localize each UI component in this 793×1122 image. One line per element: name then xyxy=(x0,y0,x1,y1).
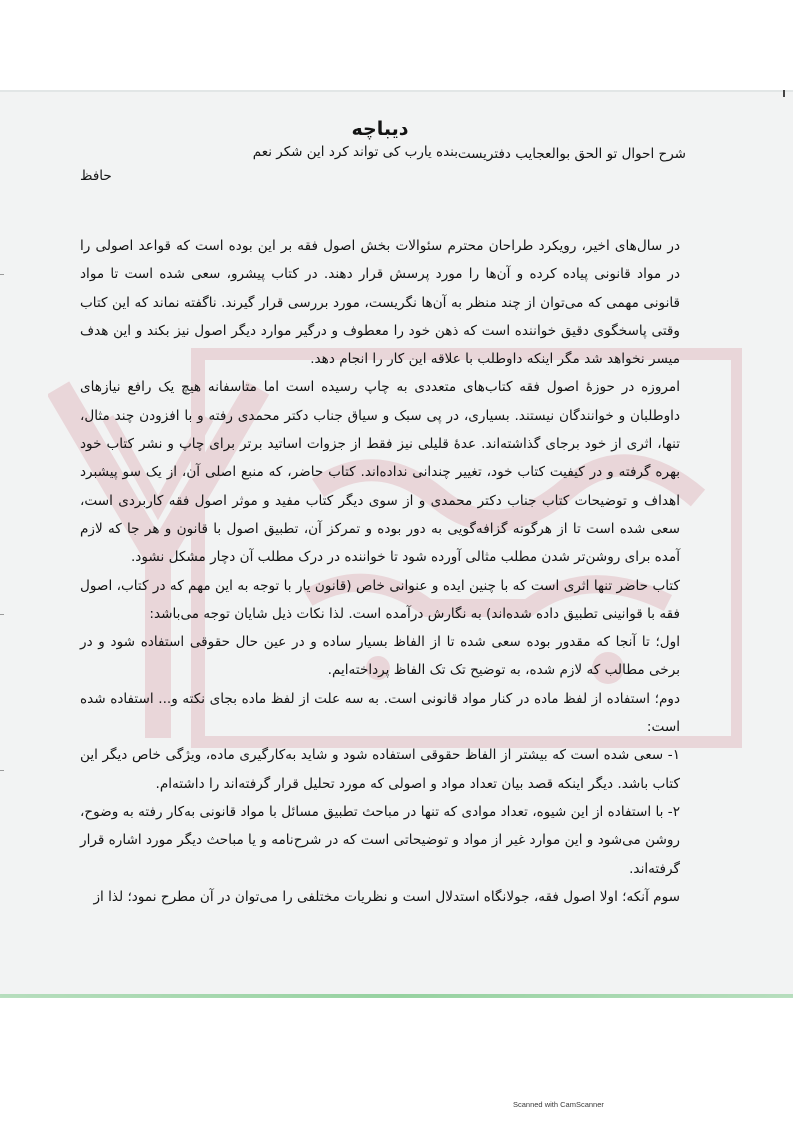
top-margin xyxy=(0,0,793,90)
paragraph: اول؛ تا آنجا که مقدور بوده سعی شده تا از الفاظ بسیار ساده و در عین حال حقوقی استفاده شود و در برخی مطالب که لازم شده، به توضیح تک تک الفاظ پرداخته‌ایم. xyxy=(80,634,680,679)
poem-author: حافظ xyxy=(80,168,112,184)
paragraph: سوم آنکه؛ اولا اصول فقه، جولانگاه استدلال است و نظریات مختلفی را می‌توان در آن مطرح نمود؛ لذا از xyxy=(93,888,680,905)
scan-edge-bottom xyxy=(0,994,793,998)
paragraph: کتاب حاضر تنها اثری است که با چنین ایده و عنوانی خاص (قانون یار با توجه به این مهم که در کتاب، اصول فقه با قوانینی تطبیق داده شده‌اند) به نگارش درآمده است. لذا نکات ذیل شایان توجه می‌باشد: xyxy=(80,577,680,622)
poem-verse-first: شرح احوال تو الحق بوالعجایب دفتریست xyxy=(457,146,686,162)
scanner-credit: Scanned with CamScanner xyxy=(513,1100,604,1109)
epigraph-poem xyxy=(80,144,686,190)
paragraph: امروزه در حوزهٔ اصول فقه کتاب‌های متعددی به چاپ رسیده است اما متاسفانه هیچ یک رافع نیازهای داوطلبان و خوانندگان نیستند. بسیاری، در پی سبک و سیاق جناب دکتر محمدی رفته و با افزودن چند مثال، تنها، اثری از خود برجای گذاشته‌اند. عدهٔ قلیلی نیز فقط از جزوات اساتید برتر برای چاپ و نشر کتاب خود بهره گرفته و در کیفیت کتاب خود، تغییر چندانی نداده‌اند. کتاب حاضر، که منبع اصلی آن، از یک سو پیشبرد اهداف و توضیحات کتاب جناب دکتر محمدی و از سوی دیگر کتاب مفید و موثر اصول فقه کاربردی است، سعی شده است تا از هرگونه گزافه‌گویی به دور بوده و تمرکز آن، تطبیق اصول با قانون و هر جا که لازم آمده برای روشن‌تر شدن مطلب مثالی آورده شود تا خواننده در درک مطلب آن دچار مشکل نشود. xyxy=(80,379,680,566)
preface-text xyxy=(80,232,680,911)
page-title: دیباچه xyxy=(351,118,409,140)
document-body xyxy=(80,114,686,911)
paragraph: در سال‌های اخیر، رویکرد طراحان محترم سئوالات بخش اصول فقه بر این بوده است که قواعد اصولی را در مواد قانونی پیاده کرده و آن‌ها را مورد پرسش قرار دهند. در کتاب پیشرو، سعی شده است تا مواد قانونی مهمی که می‌توان از چند منظر به آن‌ها نگریست، مورد بررسی قرار گیرند. ناگفته نماند که این کتاب وقتی پاسخگوی دقیق خواننده است که ذهن خود را معطوف و درگیر موارد دیگر اصول نیز بکند و این هدف میسر نخواهد شد مگر اینکه داوطلب با علاقه این کار را انجام دهد. xyxy=(80,238,680,368)
poem-verse-second: بنده یارب کی تواند کرد این شکر نعم xyxy=(252,144,458,160)
paragraph: ۲- با استفاده از این شیوه، تعداد موادی که تنها در مباحث تطبیق مسائل با مواد قانونی به‌کار رفته به وضوح، روشن می‌شود و این موارد غیر از مواد و توضیحاتی است که در شرح‌نامه و یا مباحث دیگر مورد اشاره قرار گرفته‌اند. xyxy=(80,803,680,877)
paragraph: ۱- سعی شده است که بیشتر از الفاظ حقوقی استفاده شود و شاید به‌کارگیری ماده، ویژگی خاص دیگر این کتاب باشد. دیگر اینکه قصد بیان تعداد مواد و اصولی که مورد تحلیل قرار گرفته‌اند را داشته‌ام. xyxy=(80,747,680,792)
paragraph: دوم؛ استفاده از لفظ ماده در کنار مواد قانونی است. به سه علت از لفظ ماده بجای نکته و... استفاده شده است: xyxy=(80,690,680,736)
scan-corner-mark xyxy=(783,90,785,97)
scan-edge-top xyxy=(0,90,793,92)
